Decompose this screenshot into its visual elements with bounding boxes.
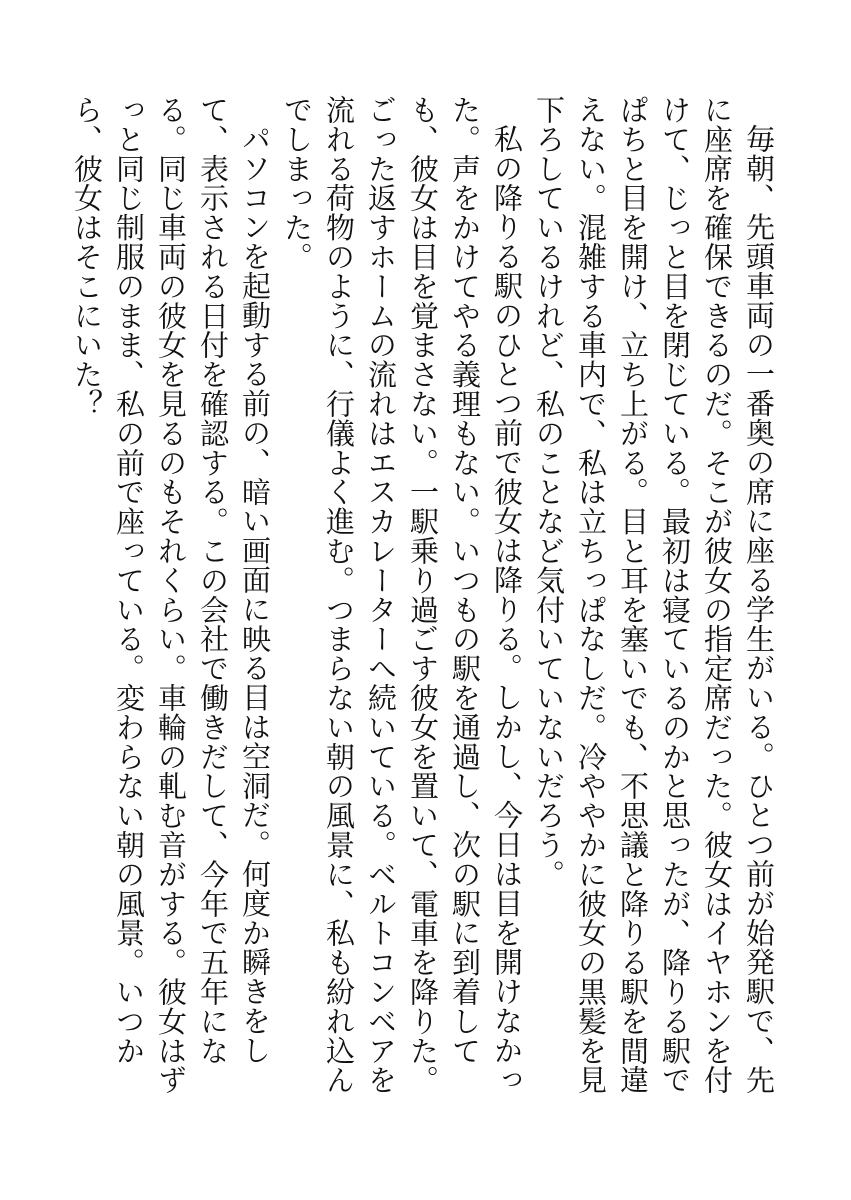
paragraph-1: 毎朝、先頭車両の一番奥の席に座る学生がいる。ひとつ前が始発駅で、先に座席を確保できるのだ。そこが彼女の指定席だった。彼女はイヤホンを付けて、じっと目を閉じている。最初は寝ているのかと思ったが、降りる駅でぱちと目を開け、立ち上がる。目と耳を塞いでも、不思議と降りる駅を間違えない。混雑する車内で、私は立ちっぱなしだ。冷ややかに彼女の黒髪を見下ろしているけれど、私のことなど気付いていないだろう。 [532,95,776,1095]
vertical-text-block [70,95,780,1105]
paragraph-3: パソコンを起動する前の、暗い画面に映る目は空洞だ。何度か瞬きをして、表示される日付を確認する。この会社で働きだして、今年で五年になる。同じ車両の彼女を見るのもそれくらい。車輪の軋む音がする。彼女はずっと同じ制服のまま、私の前で座っている。変わらない朝の風景。いつから、彼女はそこにいた？ [70,95,272,1095]
paragraph-2: 私の降りる駅のひとつ前で彼女は降りる。しかし、今日は目を開けなかった。声をかけてやる義理もない。いつもの駅を通過し、次の駅に到着しても、彼女は目を覚まさない。一駅乗り過ごす彼女を置いて、電車を降りた。ごった返すホームの流れはエスカレーターへ続いている。ベルトコンベアを流れる荷物のように、行儀よく進む。つまらない朝の風景に、私も紛れ込んでしまった。 [280,95,524,1095]
